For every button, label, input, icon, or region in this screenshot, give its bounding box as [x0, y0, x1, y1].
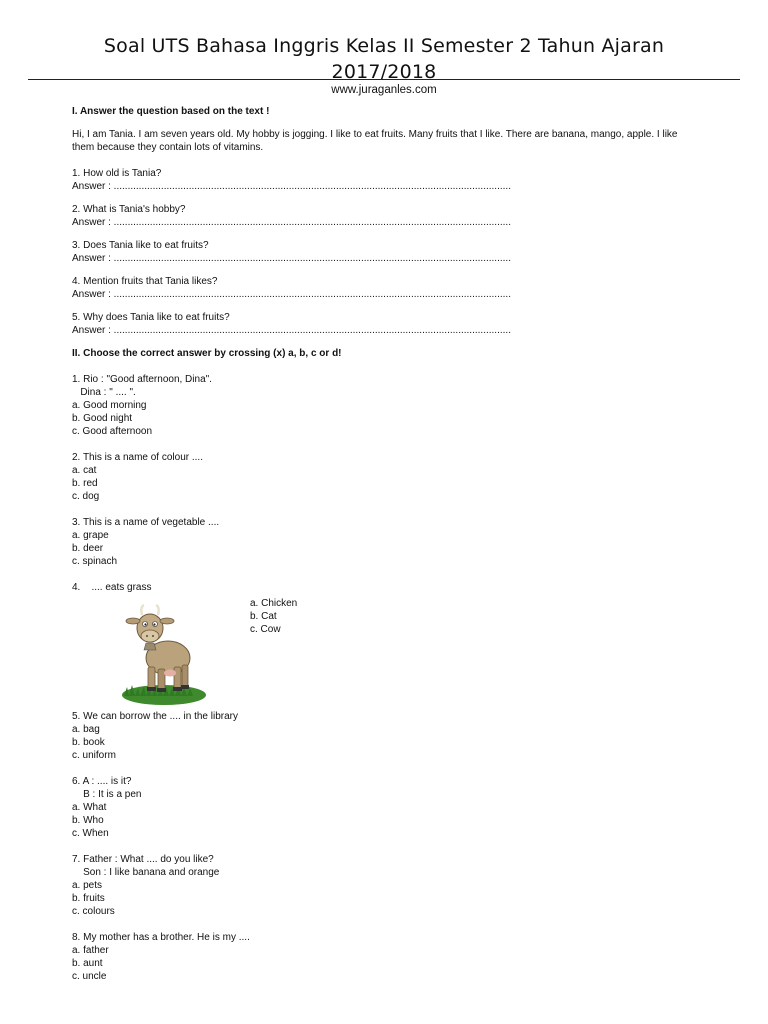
document-title [0, 33, 768, 85]
essay-question-4: 4. Mention fruits that Tania likes? [72, 276, 218, 287]
mc-option: b. Cat [250, 611, 277, 622]
mc-option: b. aunt [72, 958, 103, 969]
mc-question-6-line-2: B : It is a pen [72, 789, 142, 800]
answer-line-2: Answer : ............................................................................................................................................... [72, 217, 511, 228]
section-2-heading: II. Choose the correct answer by crossing (x) a, b, c or d! [72, 348, 342, 359]
mc-option: b. deer [72, 543, 104, 554]
mc-option: b. Who [72, 815, 104, 826]
mc-question-8: 8. My mother has a brother. He is my .... [72, 932, 250, 943]
essay-question-2: 2. What is Tania's hobby? [72, 204, 186, 215]
mc-question-5: 5. We can borrow the .... in the library [72, 711, 239, 722]
mc-question-3: 3. This is a name of vegetable .... [72, 517, 220, 528]
mc-option: c. Good afternoon [72, 426, 153, 437]
mc-option: b. Good night [72, 413, 133, 424]
answer-line-5: Answer : ............................................................................................................................................... [72, 325, 511, 336]
section-1-heading: I. Answer the question based on the text ! [72, 106, 270, 117]
mc-option: b. red [72, 478, 98, 489]
mc-option: a. father [72, 945, 109, 956]
mc-question-4: 4. .... eats grass [72, 582, 152, 593]
mc-option: a. Chicken [250, 598, 298, 609]
mc-question-4-options [250, 597, 297, 636]
answer-line-1: Answer : ............................................................................................................................................... [72, 181, 511, 192]
mc-option: c. Cow [250, 624, 281, 635]
mc-option: a. pets [72, 880, 103, 891]
mc-question-1: 1. Rio : "Good afternoon, Dina". [72, 374, 212, 385]
essay-question-1: 1. How old is Tania? [72, 168, 162, 179]
mc-option: b. fruits [72, 893, 105, 904]
mc-option: a. grape [72, 530, 109, 541]
mc-option: b. book [72, 737, 105, 748]
mc-option: c. uniform [72, 750, 116, 761]
website-url: www.juraganles.com [331, 84, 437, 96]
mc-option: a. What [72, 802, 107, 813]
mc-option: c. colours [72, 906, 115, 917]
mc-option: c. uncle [72, 971, 107, 982]
title-line-2: 2017/2018 [331, 61, 437, 83]
title-line-1: Soal UTS Bahasa Inggris Kelas II Semester 2 Tahun Ajaran [103, 35, 665, 57]
mc-question-2: 2. This is a name of colour .... [72, 452, 203, 463]
mc-option: c. spinach [72, 556, 118, 567]
mc-question-1-line-2: Dina : " .... ". [72, 387, 136, 398]
answer-line-4: Answer : ............................................................................................................................................... [72, 289, 511, 300]
reading-passage: Hi, I am Tania. I am seven years old. My hobby is jogging. I like to eat fruits. Many fruits that I like. There are banana, mango, apple. I like them because they contain lots of vitamins. [72, 129, 678, 153]
mc-question-7: 7. Father : What .... do you like? [72, 854, 214, 865]
essay-question-3: 3. Does Tania like to eat fruits? [72, 240, 209, 251]
answer-line-3: Answer : ............................................................................................................................................... [72, 253, 511, 264]
cow-illustration [118, 603, 210, 707]
title-divider [28, 79, 740, 80]
mc-option: c. dog [72, 491, 100, 502]
mc-option: a. bag [72, 724, 100, 735]
mc-option: a. Good morning [72, 400, 147, 411]
mc-question-7-line-2: Son : I like banana and orange [72, 867, 220, 878]
mc-option: a. cat [72, 465, 97, 476]
worksheet-body [72, 105, 712, 983]
essay-question-5: 5. Why does Tania like to eat fruits? [72, 312, 230, 323]
mc-question-6: 6. A : .... is it? [72, 776, 132, 787]
mc-option: c. When [72, 828, 109, 839]
